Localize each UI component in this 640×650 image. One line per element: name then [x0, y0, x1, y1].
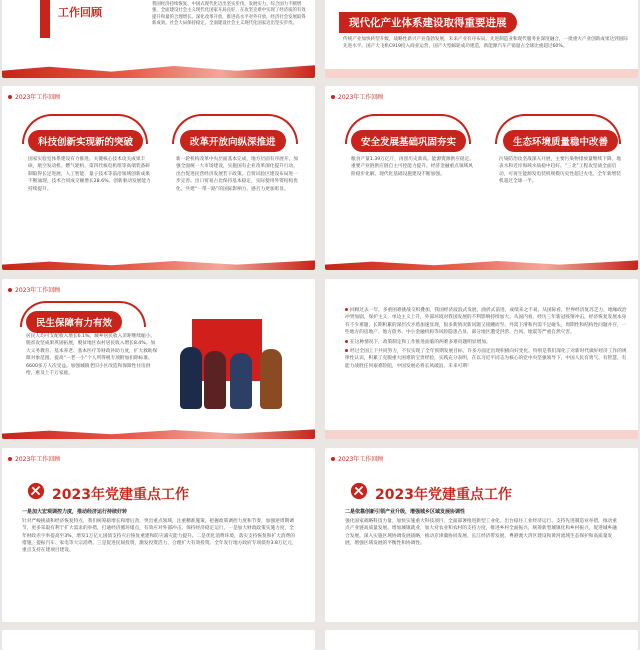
slide-body: 我国经济持续恢复、中国式现代化迈出坚实步伐，发展实力、综合国力不断增强，全面建设社会主义现代化国家开局良好，在攻坚克难中实现了经济质的有效提升和量的合理增长。深化改革开放，推进高水平对外开放，经济社会发展取得新成效。社会大局保持稳定。全面建设社会主义现代化国家迈出坚实步伐。	[152, 2, 306, 27]
tag-label: 2023年工作回顾	[15, 456, 61, 463]
bullet-icon	[345, 308, 348, 311]
decor-wave	[325, 430, 638, 439]
list-item	[345, 339, 627, 346]
card-body: 居民人均可支配收入增长6.1%。城乡居民收入差距继续缩小。脱贫攻坚成果巩固拓展，脱贫地区农村居民收入增长8.4%。加大义务教育、基本养老、基本医疗等财政补助力度，扩大救助保障对象范围。提高“一老一小”个人所得税专项附加扣除标准。6600多万人次受益。加强城镇老旧小区改造和保障性住房供给，惠及上千万家庭。	[26, 334, 158, 377]
slide-subtitle: 一是加大宏观调控力度，推动经济运行持续好转	[22, 509, 128, 515]
slide-thumbnail[interactable]	[325, 86, 638, 270]
section-tag	[8, 285, 60, 294]
slide-thumbnail[interactable]	[325, 0, 638, 78]
decor-wave	[325, 258, 638, 270]
tag-label: 2023年工作回顾	[15, 287, 61, 294]
party-emblem-icon	[350, 482, 368, 500]
section-tag	[8, 92, 60, 101]
list-item-text: 在这种情况下，政策制定和工作推进面临的两难多难问题明显增加。	[350, 339, 491, 345]
tag-dot-icon	[8, 457, 12, 461]
card-title: 生态环境质量稳中改善	[503, 130, 618, 152]
decor-wave	[325, 69, 638, 78]
card-body: 污染防治攻坚战深入开展，主要污染物排放量继续下降，地表水和近岸海域水质稳中趋好。“三北”工程攻坚战全面启动，可再生能源发电装机规模历史性超过火电，全年新增装机超过全球一半。	[499, 157, 621, 185]
slide-title: 2023年党建重点工作	[52, 487, 189, 503]
slide-thumbnail[interactable]	[325, 279, 638, 439]
slide-subtitle: 二是依靠创新引领产业升级，增强城乡区域发展协调性	[345, 509, 466, 515]
card-body: 国家实验室体系建设有力推进。关键核心技术攻关成果丰硕，航空发动机、燃气轮机、第四代核电机组等高端装备研制取得长足进展，人工智能、量子技术等前沿领域创新成果不断涌现。技术合同成交额增长28.6%。创新驱动发展能力持续提升。	[28, 157, 151, 192]
tag-dot-icon	[331, 95, 335, 99]
slide-thumbnail[interactable]	[2, 86, 315, 270]
list-item	[345, 307, 627, 337]
slide-thumbnail[interactable]	[2, 279, 315, 439]
slide-body: 传统产业加快转型升级，战略性新兴产业蓬勃发展，未来产业有序布局。先进制造业和现代服务业深度融合，一批重大产业创新成果达到国际先进水平。国产大飞机C919投入商业运营，国产大型邮轮成功建造，新能源汽车产销量占全球比重超过60%。	[343, 37, 628, 50]
section-tag	[331, 454, 383, 463]
slide-thumbnail[interactable]	[2, 630, 315, 650]
slide-body: 强化国家战略科技力量，加快实施重大科技项目，全面部署推进新型工业化。出台稳住工业经济运行、支持先进制造业举措，推动重点产业链高质量发展。增加城镇就业，加大对农业和农村的支持力度，推进乡村全面振兴，统筹新型城镇化和乡村振兴，促进城乡融合发展。深入实施区域协调发展战略，推动京津冀协同发展、长江经济带发展、粤港澳大湾区建设和黄河流域生态保护和高质量发展，增强区域发展的平衡性和协调性。	[345, 519, 617, 546]
person-illustration	[260, 349, 282, 409]
tag-dot-icon	[8, 95, 12, 99]
bullet-list	[345, 307, 627, 370]
tag-label: 2023年工作回顾	[15, 94, 61, 101]
decor-bar	[40, 0, 50, 38]
bullet-icon	[345, 349, 348, 352]
slide-thumbnail[interactable]	[2, 448, 315, 622]
decor-wave	[2, 258, 315, 270]
card-title: 科技创新实现新的突破	[28, 130, 143, 152]
slide-thumbnail[interactable]	[2, 0, 315, 78]
list-item	[345, 348, 627, 370]
decor-wave	[2, 62, 315, 78]
decor-wave	[2, 427, 315, 439]
slide-title: 2023年党建重点工作	[375, 487, 512, 503]
slide-thumbnail[interactable]	[325, 630, 638, 650]
bullet-icon	[345, 340, 348, 343]
person-illustration	[230, 353, 252, 409]
slide-title: 现代化产业体系建设取得重要进展	[339, 12, 517, 33]
card-title: 改革开放向纵深推进	[180, 130, 286, 152]
card-body: 粮食产量1.39万亿斤，再创历史新高。能源资源供应稳定。重要产业链供应链自主可控能力提升。经济金融重点领域风险稳步化解。现代化基础设施建设不断加强。	[351, 157, 474, 177]
section-tag	[8, 454, 60, 463]
person-illustration	[180, 347, 202, 409]
section-tag	[331, 92, 383, 101]
list-item-text: 回顾过去一年，多重困难挑战交织叠加，我国经济波浪式发展，曲折式前进，成绩来之不易。从国际看，世界经济复苏乏力，地缘政治冲突加剧，保护主义、单边主义上升，外部环境对我国发展的不利影响持续加大。从国内看，经历三年新冠疫情冲击，经济恢复发展本身有不少难题，长期积累的深层次矛盾加速显现，很多新情况新问题又接踵而至。外需下滑和内需不足碰头，周期性和结构性问题并存，一些地方的房地产、地方债务、中小金融机构等风险隐患凸显，部分地区遭受洪涝、台风、地震等严重自然灾害。	[345, 308, 627, 336]
tag-dot-icon	[8, 288, 12, 292]
slide-body: 针对严峻挑战和经济恢复特点，我们统筹稳增长和增后劲，突出重点领域，注重精准施策，把握政策调控力度和节奏，加强逆周期调节，更多采取有利于扩大需求的举措，打通经济循环堵点，有效应对外部冲击，保持经济稳定运行。一是加大财政政策实施力度，全年财政赤字率提高至3%，增发1万亿元国债支持灾后恢复重建和防灾减灾能力提升。二是优化消费环境，落实支持恢复和扩大消费的措施，提振汽车、家电等大宗消费。三是促进民间投资，激发投资活力，合理扩大有效投资。全年发行地方政府专项债券3.8万亿元，重点支持在建项目建设。	[22, 519, 297, 554]
tag-label: 2023年工作回顾	[338, 456, 384, 463]
slide-thumbnail[interactable]	[325, 448, 638, 622]
card-title: 民生保障有力有效	[26, 311, 122, 333]
card-title: 安全发展基础巩固夯实	[351, 130, 466, 152]
tag-label: 2023年工作回顾	[338, 94, 384, 101]
slide-title: 工作回顾	[58, 6, 102, 19]
card-body: 新一轮机构改革中央层面基本完成，地方层面有序展开。加强全面统一大市场建设，实施国有企业改革深化提升行动，出台促进民营经济发展若干政策。自贸试验区建设布局进一步完善。出口贸易占比保持基本稳定，实际使用外资结构优化，共建“一带一路”的国际影响力、感召力更加彰显。	[176, 157, 298, 192]
tag-dot-icon	[331, 457, 335, 461]
party-emblem-icon	[27, 482, 45, 500]
person-illustration	[204, 351, 226, 409]
list-item-text: 经过全国上下共同努力，不仅实现了全年预期发展目标，许多方面还出现积极向好变化。特别是我们深化了对新时代做好经济工作的规律性认识，积累了克服重大困难的宝贵经验，实践充分表明，在以习近平同志为核心的党中央坚强领导下，中国人民有勇气、有智慧、有能力战胜任何艰难险阻，中国发展必将长风破浪、未来可期！	[345, 349, 627, 369]
